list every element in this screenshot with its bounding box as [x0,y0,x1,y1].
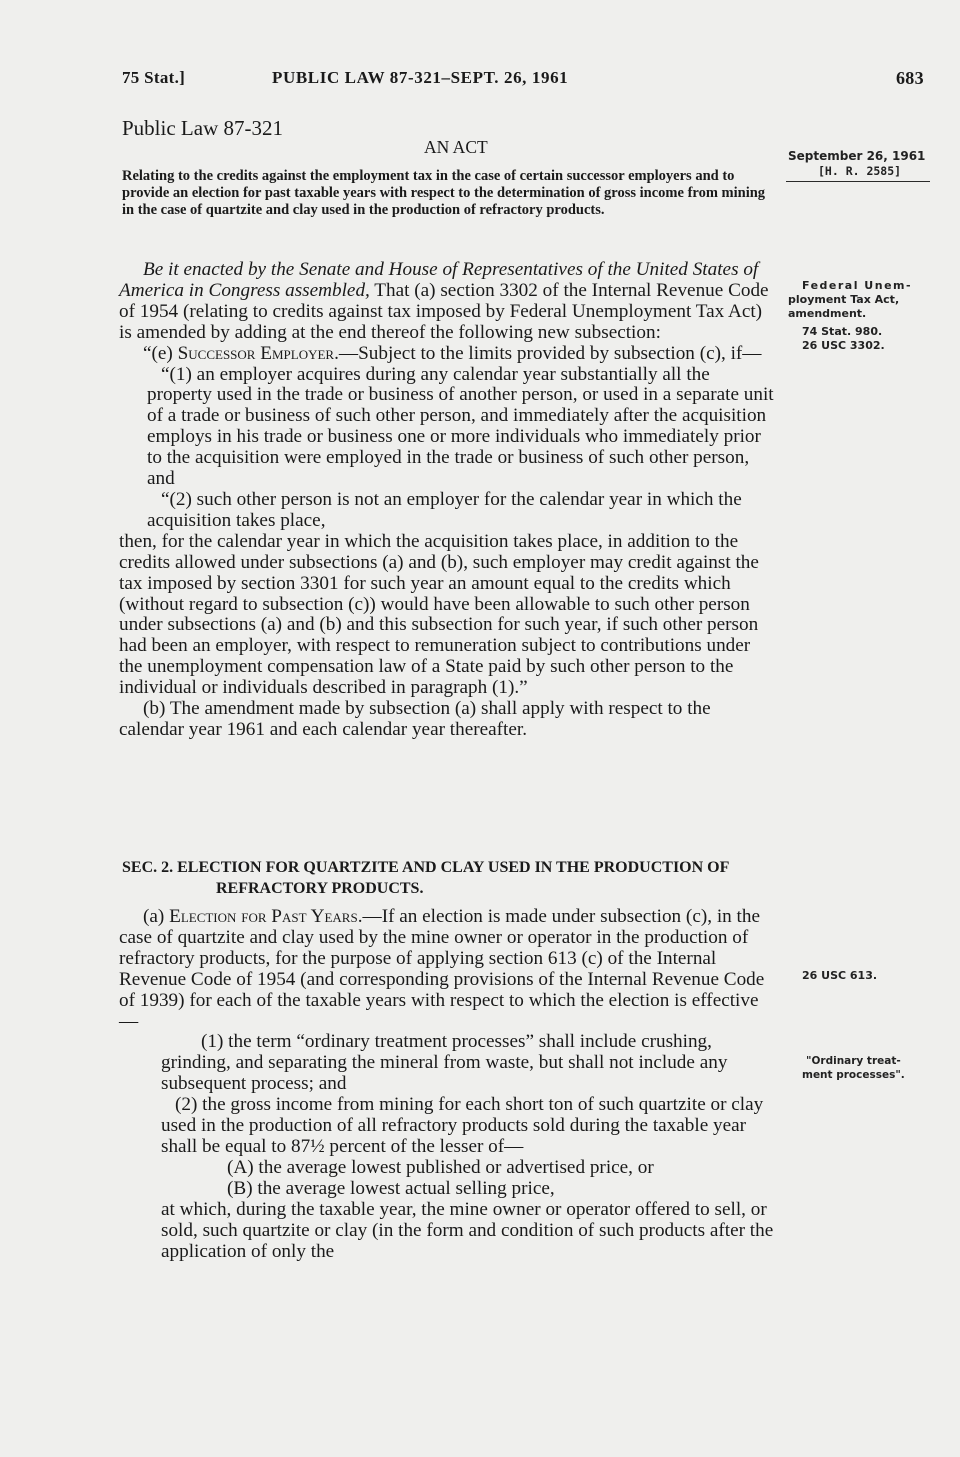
enacting-clause [119,260,777,344]
paragraph-2a1-text: (1) the term “ordinary treatment processes” shall include crushing, grinding, and separating the mineral from waste, but shall not include any subsequent process; and [161,1031,728,1095]
section-2-heading-text: SEC. 2. ELECTION FOR QUARTZITE AND CLAY USED IN THE PRODUCTION OF REFRACTORY PRODUCTS. [122,859,729,897]
margin-usc-613: 26 USC 613. [802,969,878,982]
paragraph-e1 [119,365,777,490]
act-caption: Relating to the credits against the employment tax in the case of certain successor employers and to provide an election for past taxable years with respect to the determination of gross income from mining in the case of quartzite and clay used in the production of refractory products. [122,168,766,218]
header-title: PUBLIC LAW 87-321–SEPT. 26, 1961 [272,68,569,87]
margin-ordinary-line2: ment processes". [802,1069,905,1081]
section-2-heading [122,858,777,900]
subsection-e-text: —Subject to the limits provided by subsection (c), if— [338,342,762,364]
margin-date: September 26, 1961 [788,149,926,163]
margin-ordinary-line1: "Ordinary treat- [806,1055,901,1067]
subsection-e-open: “(e) [143,342,178,364]
paragraph-2a2 [119,1095,777,1158]
margin-rule [786,181,930,182]
section-2a-open: (a) [143,906,170,927]
clause-a: (A) the average lowest published or advertised price, or [227,1156,654,1178]
margin-stat-reference: 74 Stat. 980. [802,325,883,338]
section-2a-heading: Election for Past Years. [169,906,363,927]
subsection-e-heading: Successor Employer. [177,342,339,364]
paragraph-e2 [119,490,777,532]
enacting-clause-italic: Be it enacted by the Senate and House of Representatives of the United States of America in Congress assembled, [119,259,759,301]
paragraph-e2-text: “(2) such other person is not an employer for the calendar year in which the acquisition takes place, [147,488,742,531]
enacting-clause-text: That (a) section 3302 of the Internal Revenue Code of 1954 (relating to credits against tax imposed by Federal Unemployment Tax Act) is amended by adding at the end thereof the following new subsection: [119,279,769,343]
paragraph-2a1 [119,1032,777,1095]
public-law-number: Public Law 87-321 [122,116,283,140]
paragraph-2a2-text: (2) the gross income from mining for each short ton of such quartzite or clay used in the production of all refractory products sold during the taxable year shall be equal to 87½ percent of the lesser of— [161,1094,764,1157]
body-section-1 [119,260,777,741]
margin-fed-unemployment-line3: amendment. [788,307,867,320]
body-section-2 [119,907,777,1262]
clause-b: (B) the average lowest actual selling price, [227,1177,555,1199]
margin-fed-unemployment-line2: ployment Tax Act, [788,293,900,306]
paragraph-e1-text: “(1) an employer acquires during any calendar year substantially all the property used in the trade or business of another person, or used in a separate unit of a trade or business of such other person, and immediately after the acquisition employs in his trade or business one or more individuals who immediately prior to the acquisition were employed in the trade or business of such other person, and [147,363,774,490]
section-2a-text: —If an election is made under subsection (c), in the case of quartzite and clay used by the mine owner or operator in the production of refractory products, for the purpose of applying section 613 (c) of the Internal Revenue Code of 1954 (and corresponding provisions of the Internal Revenue Code of 1939) for each of the taxable years with respect to which the election is effective— [119,906,765,1032]
margin-fed-unemployment-line1: Federal Unem- [802,279,913,292]
subsection-b: (b) The amendment made by subsection (a) shall apply with respect to the calendar year 1961 and each calendar year thereafter. [119,698,711,740]
paragraph-then: then, for the calendar year in which the acquisition takes place, in addition to the credits allowed under subsections (a) and (b), such employer may credit against the tax imposed by section 3301 for such year an amount equal to the credits which (without regard to subsection (c)) would have been allowable to such other person under subsections (a) and (b) and this subsection for such year, if such other person had been an employer, with respect to remuneration subject to contributions under the unemployment compensation law of a State paid by such other person to the individual or individuals described in paragraph (1).” [119,530,759,699]
margin-usc-3302: 26 USC 3302. [802,339,885,352]
section-2a [119,907,777,1032]
page-number: 683 [896,68,924,88]
paragraph-at-which: at which, during the taxable year, the mine owner or operator offered to sell, or sold, such quartzite or clay (in the form and condition of such products after the application of only the [161,1198,774,1262]
margin-bill-number: [H. R. 2585] [818,164,902,178]
an-act-heading: AN ACT [424,137,488,157]
subsection-e [119,344,777,365]
header-stat-ref: 75 Stat.] [122,68,186,87]
